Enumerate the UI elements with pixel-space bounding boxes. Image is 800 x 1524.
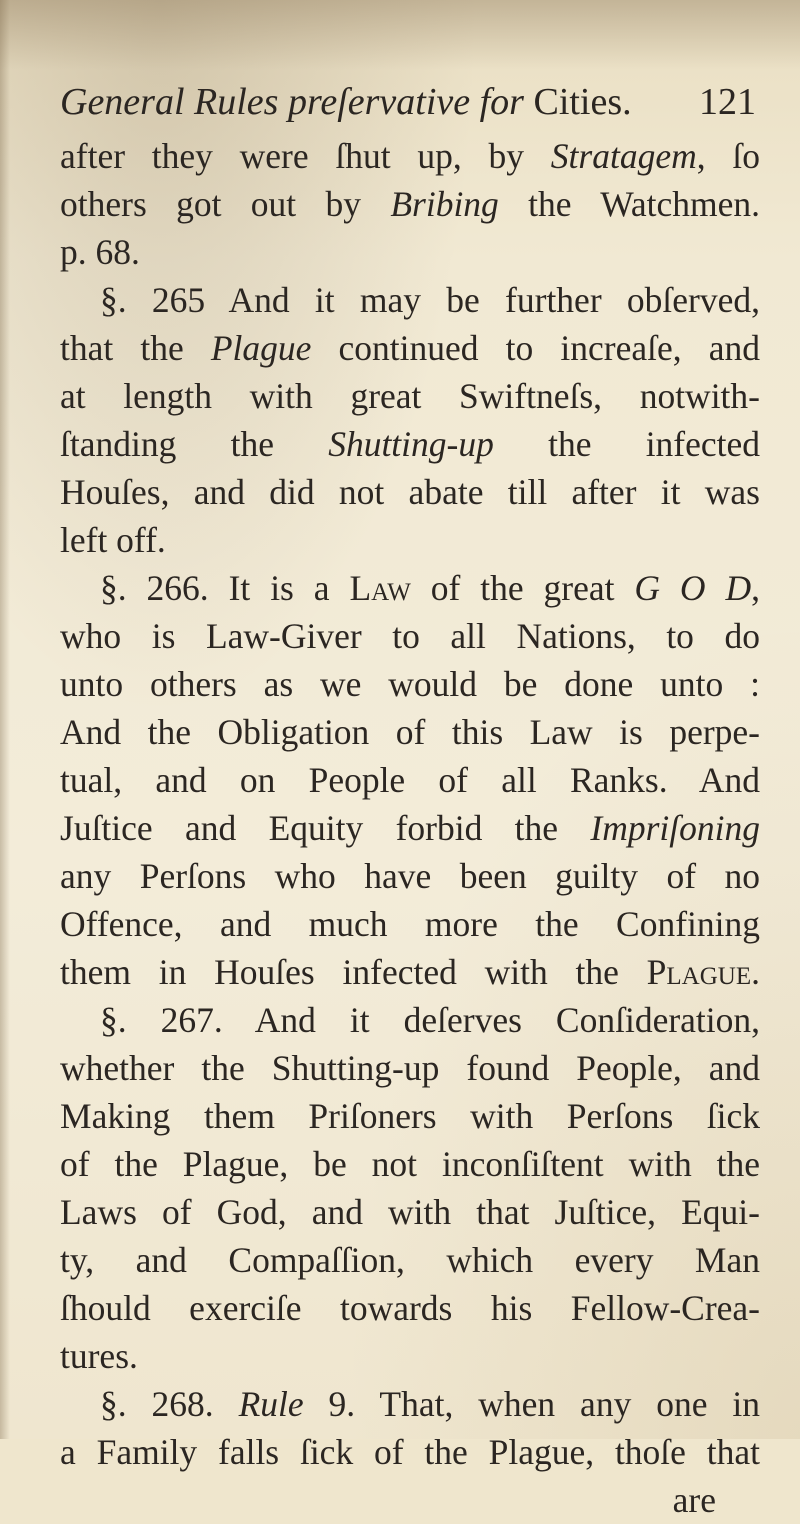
- text-segment: ſhould exerciſe towards his Fellow-Crea-: [60, 1288, 760, 1328]
- italic-text: Shutting-up: [328, 424, 494, 464]
- body-text: [60, 132, 760, 1524]
- text-line: [60, 468, 760, 516]
- text-line: [60, 804, 760, 852]
- text-line: [60, 756, 760, 804]
- text-line: [60, 276, 760, 324]
- text-segment: the infected: [493, 424, 761, 464]
- text-line: [60, 1428, 760, 1476]
- italic-text: G O D: [634, 568, 752, 608]
- running-head-roman: Cities.: [523, 81, 632, 123]
- text-segment: And the Obligation of this Law is perpe-: [60, 712, 760, 752]
- text-line: [60, 324, 760, 372]
- text-segment: 9. That, when any one in: [303, 1384, 760, 1424]
- text-line: [60, 612, 760, 660]
- text-segment: Laws of God, and with that Juſtice, Equi-: [60, 1192, 760, 1232]
- text-line: [60, 516, 760, 564]
- text-segment: .: [751, 952, 760, 992]
- italic-text: Plague: [210, 328, 312, 368]
- page-shadow: [0, 0, 800, 70]
- text-line: [60, 1380, 760, 1428]
- text-segment: §. 268.: [100, 1384, 239, 1424]
- italic-text: Rule: [238, 1384, 304, 1424]
- text-line: [60, 1236, 760, 1284]
- text-segment: any Perſons who have been guilty of no: [60, 856, 760, 896]
- text-segment: left off.: [60, 520, 166, 560]
- running-head-italic: General Rules preſervative for: [60, 81, 524, 123]
- text-line: [60, 372, 760, 420]
- text-segment: a Family falls ſick of the Plague, thoſe that: [60, 1432, 760, 1472]
- italic-text: Impriſoning: [590, 808, 760, 848]
- text-line: [60, 420, 760, 468]
- page-edge: [0, 0, 10, 1439]
- text-segment: of the great: [410, 568, 635, 608]
- text-line: [60, 228, 760, 276]
- text-segment: , ſo: [696, 136, 760, 176]
- text-line: [60, 1476, 760, 1524]
- text-line: [60, 564, 760, 612]
- text-line: [60, 1044, 760, 1092]
- small-caps-text: Plague: [646, 952, 752, 992]
- text-line: [60, 1092, 760, 1140]
- text-line: [60, 852, 760, 900]
- small-caps-text: Law: [349, 568, 411, 608]
- text-segment: p. 68.: [60, 232, 140, 272]
- text-line: [60, 1332, 760, 1380]
- text-segment: who is Law-Giver to all Nations, to do: [60, 616, 760, 656]
- text-segment: §. 266. It is a: [100, 568, 350, 608]
- text-line: [60, 1140, 760, 1188]
- text-segment: after they were ſhut up, by: [60, 136, 551, 176]
- text-line: [60, 1284, 760, 1332]
- text-segment: Making them Priſoners with Perſons ſick: [60, 1096, 760, 1136]
- italic-text: Bribing: [390, 184, 499, 224]
- text-line: [60, 900, 760, 948]
- text-segment: the Watchmen.: [498, 184, 760, 224]
- text-line: [60, 180, 760, 228]
- text-line: [60, 1188, 760, 1236]
- text-segment: ty, and Compaſſion, which every Man: [60, 1240, 760, 1280]
- text-segment: of the Plague, be not inconſiſtent with the: [60, 1144, 760, 1184]
- text-segment: ,: [751, 568, 760, 608]
- text-line: [60, 948, 760, 996]
- text-segment: Houſes, and did not abate till after it was: [60, 472, 760, 512]
- text-segment: at length with great Swiftneſs, notwith-: [60, 376, 760, 416]
- text-segment: whether the Shutting-up found People, and: [60, 1048, 760, 1088]
- text-line: [60, 132, 760, 180]
- text-line: [60, 660, 760, 708]
- text-segment: §. 265 And it may be further obſerved,: [100, 280, 760, 320]
- text-line: [60, 708, 760, 756]
- text-segment: §. 267. And it deſerves Conſideration,: [100, 1000, 760, 1040]
- text-segment: tures.: [60, 1336, 138, 1376]
- running-head: [60, 82, 760, 122]
- page-number: 121: [699, 81, 756, 123]
- text-segment: continued to increaſe, and: [311, 328, 760, 368]
- text-segment: are: [672, 1480, 716, 1520]
- text-segment: others got out by: [60, 184, 391, 224]
- italic-text: Stratagem: [550, 136, 697, 176]
- text-segment: them in Houſes infected with the: [60, 952, 647, 992]
- text-segment: Juſtice and Equity forbid the: [60, 808, 591, 848]
- text-line: [60, 996, 760, 1044]
- text-segment: that the: [60, 328, 211, 368]
- text-segment: unto others as we would be done unto :: [60, 664, 760, 704]
- text-segment: Offence, and much more the Confining: [60, 904, 760, 944]
- text-segment: ſtanding the: [60, 424, 329, 464]
- text-segment: tual, and on People of all Ranks. And: [60, 760, 760, 800]
